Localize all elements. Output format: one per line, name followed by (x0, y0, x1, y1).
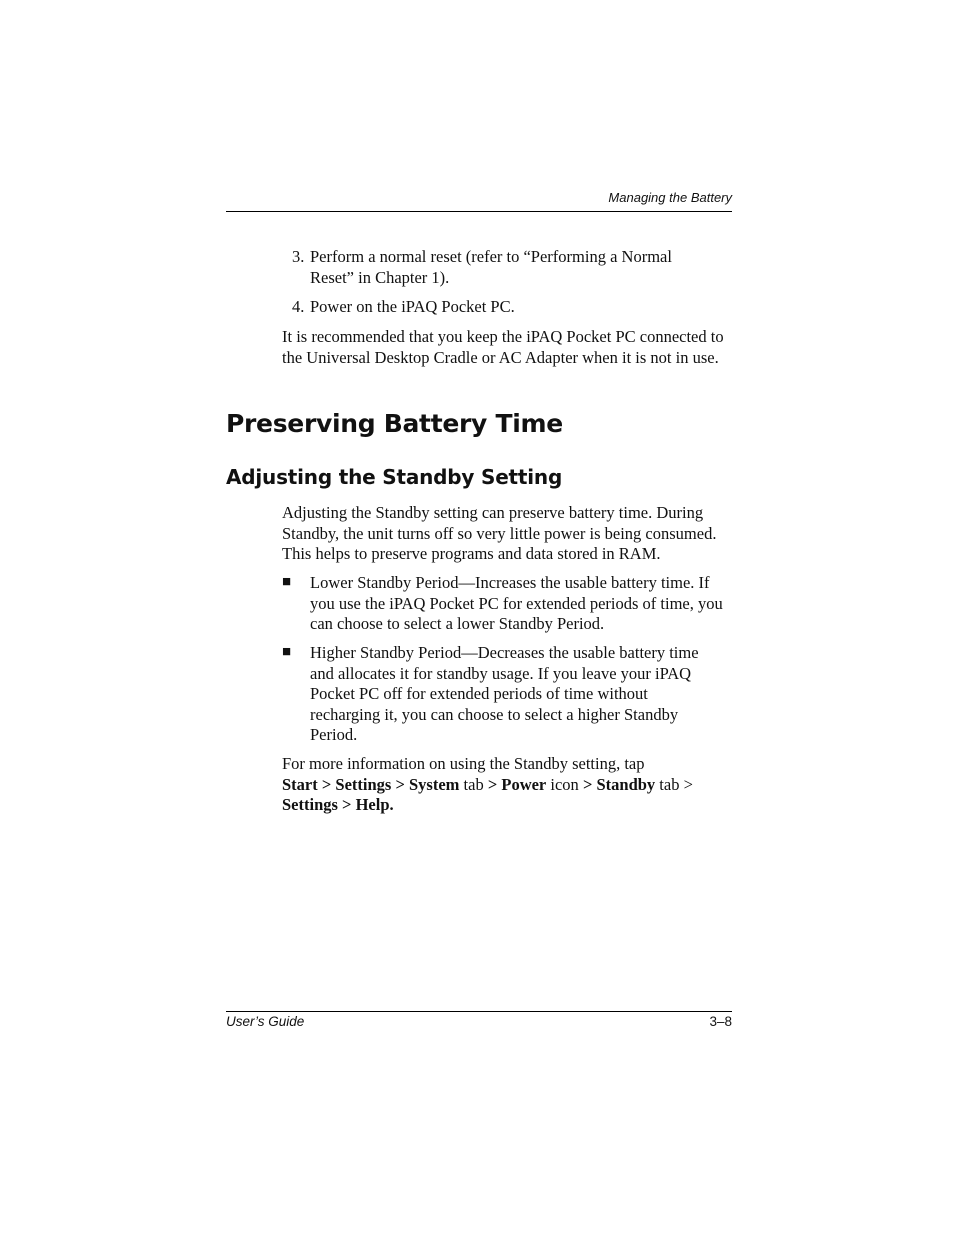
step-text: Power on the iPAQ Pocket PC. (310, 297, 515, 316)
bullet-marker: ■ (282, 574, 292, 590)
standby-paragraph: Adjusting the Standby setting can preserve battery time. During Standby, the unit turns off so very little power is being consumed. This helps to preserve programs and data stored in RAM. (282, 503, 717, 563)
step-number: 3. (292, 247, 305, 266)
step-number: 4. (292, 297, 305, 316)
more-info-line-1 (282, 754, 732, 775)
running-head: Managing the Battery (608, 190, 732, 205)
bullet-text: Higher Standby Period—Decreases the usable battery time and allocates it for standby usage. If you leave your iPAQ Pocket PC off for extended periods of time without recharging it, you can choose to select a higher Standby Period. (310, 643, 699, 744)
menu-separator: > (337, 795, 356, 814)
more-info-line-3 (282, 795, 732, 816)
menu-separator: > (317, 774, 336, 794)
bullet-higher-standby (282, 643, 732, 746)
step-text: Perform a normal reset (refer to “Performing a Normal Reset” in Chapter 1). (310, 247, 672, 287)
bullet-lower-standby (282, 573, 732, 635)
menu-separator: > (582, 774, 597, 794)
footer-title: User’s Guide (226, 1014, 305, 1029)
menu-settings: Settings (335, 774, 392, 794)
menu-power: Power (501, 774, 547, 794)
menu-separator: > (391, 774, 409, 794)
menu-help: Help. (355, 795, 394, 814)
subsection-title: Adjusting the Standby Setting (226, 465, 563, 489)
menu-system: System (408, 774, 460, 794)
header-rule (226, 211, 732, 212)
page-number: 3–8 (709, 1014, 732, 1029)
menu-settings: Settings (282, 795, 338, 814)
menu-tab-word: tab (459, 774, 488, 794)
section-title: Preserving Battery Time (226, 409, 563, 438)
more-info-paragraph (282, 754, 732, 816)
menu-icon-word: icon (546, 774, 583, 794)
footer-rule (226, 1011, 732, 1012)
more-info-line-2 (282, 775, 732, 796)
step-3 (292, 247, 732, 288)
bullet-text: Lower Standby Period—Increases the usable battery time. If you use the iPAQ Pocket PC for extended periods of time, you can choose to select a lower Standby Period. (310, 573, 723, 633)
menu-separator: > (487, 774, 502, 794)
menu-standby: Standby (596, 774, 656, 794)
more-info-lead: For more information on using the Standby setting, tap (282, 754, 645, 773)
step-4 (292, 297, 732, 318)
intro-paragraph: It is recommended that you keep the iPAQ Pocket PC connected to the Universal Desktop Cradle or AC Adapter when it is not in use. (282, 327, 724, 367)
bullet-marker: ■ (282, 644, 292, 660)
menu-start: Start (282, 774, 318, 794)
menu-tab-word: tab > (655, 774, 693, 794)
